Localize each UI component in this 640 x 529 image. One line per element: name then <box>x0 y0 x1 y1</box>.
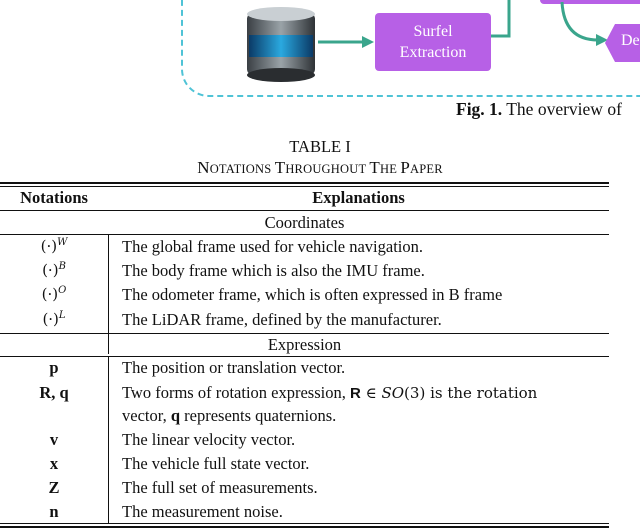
explanation-velocity: The linear velocity vector. <box>122 430 296 449</box>
lidar-sensor-icon <box>245 5 317 83</box>
explanation-rotation-line2: vector, q represents quaternions. <box>122 406 337 425</box>
arrow-to-surfel <box>318 34 374 50</box>
hexagon-label: De <box>621 32 640 49</box>
explanation-lidar-frame: The LiDAR frame, defined by the manufacturer. <box>122 310 442 329</box>
notation-noise: n <box>49 502 59 521</box>
section-rule-coordinates <box>0 234 609 235</box>
table-bottom-rule-inner <box>0 523 609 524</box>
header-rule <box>0 210 609 211</box>
section-rule-top-expression <box>0 333 609 334</box>
section-expression: Expression <box>267 335 342 354</box>
caption-label: Fig. 1. <box>456 99 503 119</box>
caption-text: The overview of <box>502 99 622 119</box>
notation-measurements: Z <box>48 478 60 497</box>
notation-world-frame: $(\cdot)^W$ <box>40 237 68 255</box>
table-bottom-rule <box>0 526 609 528</box>
table-top-rule <box>0 182 609 184</box>
header-notations: Notations <box>20 188 88 207</box>
section-coordinates: Coordinates <box>264 213 345 232</box>
notation-velocity: v <box>49 430 59 449</box>
explanation-rotation-line1: Two forms of rotation expression, R ∈ SO(3) is the rotation <box>122 383 538 402</box>
section-rule-expression <box>0 356 609 357</box>
notation-position: p <box>49 358 59 377</box>
explanation-noise: The measurement noise. <box>122 502 283 521</box>
table-title: TABLE I <box>289 137 351 156</box>
notation-rotation: R, q <box>39 383 69 402</box>
explanation-body-frame: The body frame which is also the IMU frame. <box>122 261 425 280</box>
notation-odometer-frame: $(\cdot)^O$ <box>41 285 67 303</box>
explanation-position: The position or translation vector. <box>122 358 346 377</box>
explanation-world-frame: The global frame used for vehicle navigation. <box>122 237 424 256</box>
arrow-up-from-surfel <box>491 0 517 42</box>
figure-caption <box>456 99 622 120</box>
arrow-to-hexagon <box>558 2 608 48</box>
notation-lidar-frame: $(\cdot)^L$ <box>42 310 66 328</box>
explanation-measurements: The full set of measurements. <box>122 478 318 497</box>
explanation-state: The vehicle full state vector. <box>122 454 310 473</box>
surfel-extraction-block: Surfel Extraction <box>375 13 491 71</box>
explanation-odometer-frame: The odometer frame, which is often expressed in B frame <box>122 285 503 304</box>
column-divider-lower <box>108 356 109 524</box>
header-explanations: Explanations <box>312 188 405 207</box>
table-subtitle: NOTATIONS THROUGHOUT THE PAPER <box>197 158 443 177</box>
table-top-rule-inner <box>0 186 609 187</box>
notation-state: x <box>49 454 59 473</box>
figure-fragment <box>0 0 640 124</box>
notation-body-frame: $(\cdot)^B$ <box>42 261 66 279</box>
